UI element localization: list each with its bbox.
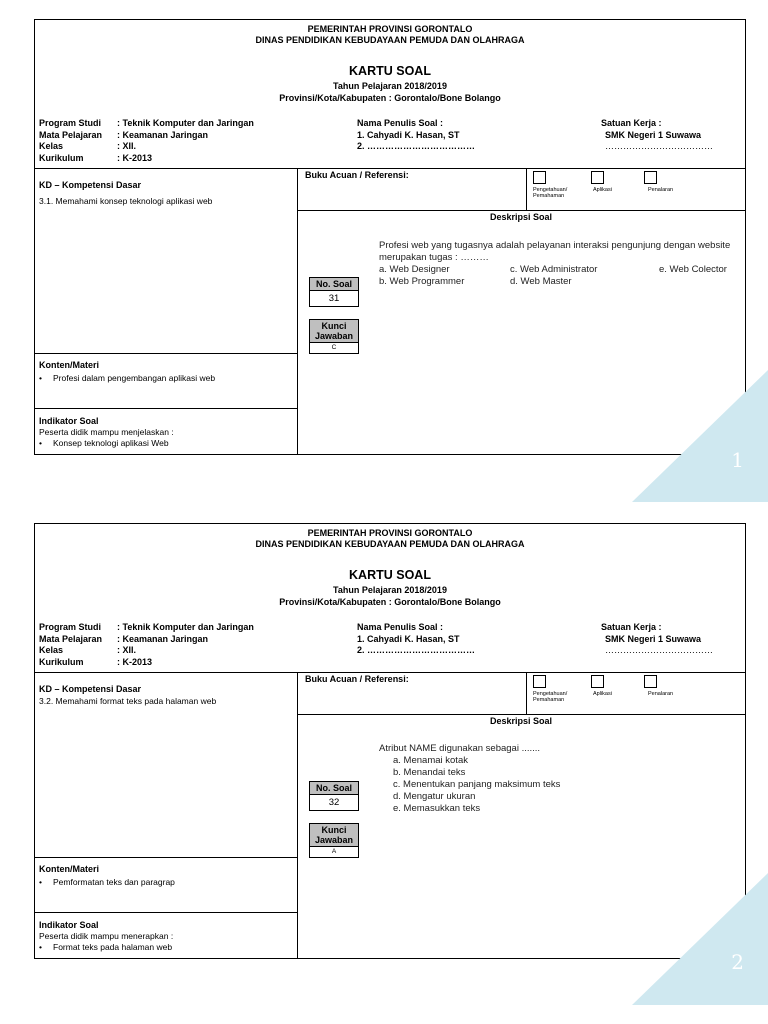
kd-text: 3.1. Memahami konsep teknologi aplikasi web <box>39 196 213 206</box>
card-header <box>35 524 745 673</box>
page-number-1: 1 <box>731 448 744 472</box>
buku-label: Buku Acuan / Referensi: <box>305 170 409 180</box>
gov-line-1: PEMERINTAH PROVINSI GORONTALO <box>307 528 473 538</box>
indikator-item <box>39 438 169 448</box>
satuan-value: SMK Negeri 1 Suwawa <box>605 633 702 644</box>
program-label: Program Studi <box>39 118 102 128</box>
buku-acuan-box <box>297 672 745 715</box>
bullet-icon: • <box>39 373 42 383</box>
satuan-label: Satuan Kerja : <box>601 118 662 128</box>
buku-divider <box>526 168 527 210</box>
checkbox-pengetahuan[interactable] <box>533 171 546 184</box>
meta-satuan <box>601 622 713 657</box>
card-title: KARTU SOAL <box>349 64 431 78</box>
no-soal-box <box>309 781 359 811</box>
question-text <box>379 240 746 263</box>
program-value: : Teknik Komputer dan Jaringan <box>117 118 254 128</box>
buku-acuan-box <box>297 168 745 211</box>
kelas-label: Kelas <box>39 141 64 151</box>
konten-title: Konten/Materi <box>39 360 100 370</box>
question-text: Atribut NAME digunakan sebagai ....... <box>379 743 541 754</box>
indikator-text: Peserta didik mampu menjelaskan : <box>39 427 174 437</box>
meta-satuan <box>601 118 713 153</box>
buku-label: Buku Acuan / Referensi: <box>305 674 409 684</box>
no-soal-label: No. Soal <box>310 278 358 291</box>
konten-text: Profesi dalam pengembangan aplikasi web <box>53 373 216 383</box>
kurikulum-label: Kurikulum <box>39 656 84 667</box>
meta-penulis <box>357 118 475 153</box>
indikator-item-text: Konsep teknologi aplikasi Web <box>53 438 169 448</box>
provinsi-line: Provinsi/Kota/Kabupaten : Gorontalo/Bone Bolango <box>279 93 501 103</box>
option-d: d. Web Master <box>510 276 572 287</box>
program-value: : Teknik Komputer dan Jaringan <box>117 622 254 632</box>
penulis-label: Nama Penulis Soal : <box>357 622 444 632</box>
satuan-label: Satuan Kerja : <box>601 622 662 632</box>
checkbox-aplikasi[interactable] <box>591 675 604 688</box>
kunci-jawaban-box <box>309 823 359 858</box>
divider-konten <box>35 857 297 858</box>
penulis-2: 2. ……………………………… <box>357 645 476 655</box>
penulis-1: 1. Cahyadi K. Hasan, ST <box>357 129 460 140</box>
kunci-jawaban-box <box>309 319 359 354</box>
kd-title: KD – Kompetensi Dasar <box>39 180 142 190</box>
kurikulum-label: Kurikulum <box>39 152 84 163</box>
kelas-value: : XII. <box>117 141 137 151</box>
indikator-text: Peserta didik mampu menerapkan : <box>39 931 174 941</box>
gov-line-1: PEMERINTAH PROVINSI GORONTALO <box>307 24 473 34</box>
mapel-label: Mata Pelajaran <box>39 633 103 644</box>
kelas-value: : XII. <box>117 645 137 655</box>
checkbox-penalaran-label: Penalaran <box>648 691 674 697</box>
no-soal-box <box>309 277 359 307</box>
mapel-value: : Keamanan Jaringan <box>117 633 209 644</box>
checkbox-pengetahuan-label: Pengetahuan/ Pemahaman <box>533 187 568 199</box>
tahun-pelajaran: Tahun Pelajaran 2018/2019 <box>333 81 447 91</box>
kelas-label: Kelas <box>39 645 64 655</box>
kunci-jawaban-value: C <box>331 344 337 351</box>
option-c: c. Web Administrator <box>510 264 598 275</box>
kunci-jawaban-value: A <box>331 848 337 855</box>
checkbox-aplikasi[interactable] <box>591 171 604 184</box>
kunci-jawaban-label: Kunci Jawaban <box>310 824 358 847</box>
bullet-icon: • <box>39 877 42 887</box>
mapel-label: Mata Pelajaran <box>39 129 103 140</box>
kunci-jawaban-label: Kunci Jawaban <box>310 320 358 343</box>
mapel-value: : Keamanan Jaringan <box>117 129 209 140</box>
satuan-value: SMK Negeri 1 Suwawa <box>605 129 702 140</box>
corner-triangle-1 <box>632 370 768 502</box>
gov-line-2: DINAS PENDIDIKAN KEBUDAYAAN PEMUDA DAN OLAHRAGA <box>255 539 525 549</box>
checkbox-penalaran[interactable] <box>644 675 657 688</box>
deskripsi-soal-title: Deskripsi Soal <box>489 716 553 726</box>
meta-left <box>39 118 254 164</box>
divider-konten <box>35 353 297 354</box>
divider-indikator <box>35 912 297 913</box>
penulis-label: Nama Penulis Soal : <box>357 118 444 128</box>
tahun-pelajaran: Tahun Pelajaran 2018/2019 <box>333 585 447 595</box>
kurikulum-value: : K-2013 <box>117 152 153 163</box>
option-c: c. Menentukan panjang maksimum teks <box>393 779 561 790</box>
konten-text: Pemformatan teks dan paragrap <box>53 877 175 887</box>
option-b: b. Web Programmer <box>379 276 465 287</box>
kd-text: 3.2. Memahami format teks pada halaman web <box>39 696 217 706</box>
option-e: e. Memasukkan teks <box>393 803 481 814</box>
meta-left <box>39 622 254 668</box>
card-header <box>35 20 745 169</box>
no-soal-value: 32 <box>328 797 340 808</box>
indikator-item-text: Format teks pada halaman web <box>53 942 173 952</box>
divider-indikator <box>35 408 297 409</box>
checkbox-penalaran[interactable] <box>644 171 657 184</box>
corner-triangle-2 <box>632 873 768 1005</box>
no-soal-value: 31 <box>328 293 340 304</box>
indikator-title: Indikator Soal <box>39 920 99 930</box>
indikator-item <box>39 942 172 952</box>
meta-penulis <box>357 622 475 657</box>
konten-item <box>39 373 215 383</box>
bullet-icon: • <box>39 942 42 952</box>
no-soal-label: No. Soal <box>310 782 358 795</box>
checkbox-penalaran-label: Penalaran <box>648 187 674 193</box>
card-title: KARTU SOAL <box>349 568 431 582</box>
checkbox-pengetahuan-label: Pengetahuan/ Pemahaman <box>533 691 568 703</box>
konten-item <box>39 877 175 887</box>
option-d: d. Mengatur ukuran <box>393 791 476 802</box>
question-line-2: merupakan tugas : ……… <box>379 251 489 263</box>
option-a: a. Menamai kotak <box>393 755 468 766</box>
page-number-2: 2 <box>731 950 744 974</box>
option-a: a. Web Designer <box>379 264 450 275</box>
indikator-title: Indikator Soal <box>39 416 99 426</box>
deskripsi-soal-title: Deskripsi Soal <box>489 212 553 222</box>
question-line-1: Profesi web yang tugasnya adalah pelayanan interaksi pengunjung dengan website <box>379 240 731 251</box>
program-label: Program Studi <box>39 622 102 632</box>
satuan-dots: ……………………………… <box>605 141 713 151</box>
checkbox-pengetahuan[interactable] <box>533 675 546 688</box>
kurikulum-value: : K-2013 <box>117 656 153 667</box>
bullet-icon: • <box>39 438 42 448</box>
checkbox-aplikasi-label: Aplikasi <box>593 691 612 697</box>
penulis-1: 1. Cahyadi K. Hasan, ST <box>357 633 460 644</box>
kd-title: KD – Kompetensi Dasar <box>39 684 142 694</box>
checkbox-aplikasi-label: Aplikasi <box>593 187 612 193</box>
option-b: b. Menandai teks <box>393 767 466 778</box>
penulis-2: 2. ……………………………… <box>357 141 476 151</box>
satuan-dots: ……………………………… <box>605 645 713 655</box>
gov-line-2: DINAS PENDIDIKAN KEBUDAYAAN PEMUDA DAN OLAHRAGA <box>255 35 525 45</box>
konten-title: Konten/Materi <box>39 864 100 874</box>
provinsi-line: Provinsi/Kota/Kabupaten : Gorontalo/Bone Bolango <box>279 597 501 607</box>
buku-divider <box>526 672 527 714</box>
option-e: e. Web Colector <box>659 264 727 275</box>
